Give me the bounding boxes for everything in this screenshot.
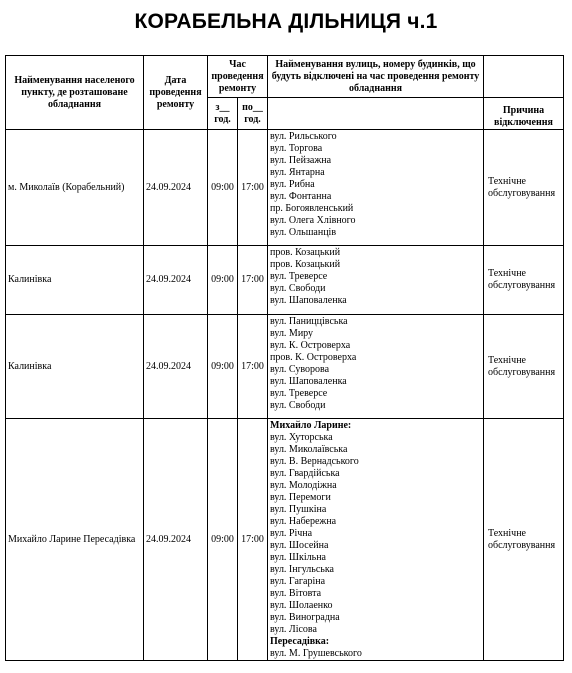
location-cell: Калинівка bbox=[6, 246, 144, 315]
street-item: вул. Лісова bbox=[270, 624, 317, 635]
street-item: вул. Гвардійська bbox=[270, 468, 340, 479]
location-cell: м. Миколаїв (Корабельний) bbox=[6, 130, 144, 246]
street-item: вул. Шаповаленка bbox=[270, 295, 347, 306]
table-row bbox=[6, 315, 564, 419]
outage-schedule-table bbox=[5, 55, 564, 661]
street-item: вул. Миколаївська bbox=[270, 444, 348, 455]
street-item: Михайло Ларине: bbox=[270, 420, 352, 431]
date-cell: 24.09.2024 bbox=[144, 130, 208, 246]
street-item: вул. Пушкіна bbox=[270, 504, 327, 515]
street-item: вул. К. Островерха bbox=[270, 340, 351, 351]
header-time: Час проведення ремонту bbox=[208, 56, 268, 98]
street-item: вул. В. Вернадського bbox=[270, 456, 359, 467]
table-row bbox=[6, 419, 564, 661]
time-from-cell: 09:00 bbox=[208, 246, 238, 315]
street-item: вул. Треверсе bbox=[270, 388, 328, 399]
street-item: вул. Шосейна bbox=[270, 540, 329, 551]
street-item: вул. Паниццівська bbox=[270, 316, 348, 327]
header-reason: Причина відключення bbox=[484, 98, 564, 130]
street-item: вул. Виноградна bbox=[270, 612, 340, 623]
street-item: вул. М. Грушевського bbox=[270, 648, 362, 659]
streets-cell bbox=[268, 246, 484, 315]
street-item: вул. Ольшанців bbox=[270, 227, 337, 238]
street-item: пров. К. Островерха bbox=[270, 352, 357, 363]
street-item: вул. Треверсе bbox=[270, 271, 328, 282]
time-to-cell: 17:00 bbox=[238, 419, 268, 661]
time-from-cell: 09:00 bbox=[208, 315, 238, 419]
page-title: КОРАБЕЛЬНА ДІЛЬНИЦЯ ч.1 bbox=[134, 10, 438, 33]
street-item: вул. Вітовта bbox=[270, 588, 322, 599]
street-item: вул. Янтарна bbox=[270, 167, 325, 178]
street-item: пров. Козацький bbox=[270, 247, 341, 258]
time-from-cell: 09:00 bbox=[208, 130, 238, 246]
street-item: пр. Богоявленський bbox=[270, 203, 354, 214]
reason-cell: Технічне обслуговування bbox=[484, 130, 564, 246]
street-item: вул. Шкільна bbox=[270, 552, 326, 563]
time-to-cell: 17:00 bbox=[238, 315, 268, 419]
street-item: Пересадівка: bbox=[270, 636, 330, 647]
street-item: вул. Молодіжна bbox=[270, 480, 337, 491]
street-item: вул. Інгульська bbox=[270, 564, 334, 575]
street-item: вул. Фонтанна bbox=[270, 191, 332, 202]
header-location: Найменування населеного пункту, де розташоване обладнання bbox=[6, 56, 144, 130]
street-item: вул. Свободи bbox=[270, 400, 326, 411]
header-from: з__ год. bbox=[208, 98, 238, 130]
time-to-cell: 17:00 bbox=[238, 130, 268, 246]
header-streets: Найменування вулиць, номеру будинків, що будуть відключені на час проведення ремонту обладнання bbox=[268, 56, 484, 98]
header-reason-top bbox=[484, 56, 564, 98]
date-cell: 24.09.2024 bbox=[144, 246, 208, 315]
reason-cell: Технічне обслуговування bbox=[484, 315, 564, 419]
street-item: вул. Рильського bbox=[270, 131, 337, 142]
street-item: вул. Пейзажна bbox=[270, 155, 332, 166]
street-item: вул. Річна bbox=[270, 528, 313, 539]
street-item: вул. Свободи bbox=[270, 283, 326, 294]
time-to-cell: 17:00 bbox=[238, 246, 268, 315]
reason-cell: Технічне обслуговування bbox=[484, 246, 564, 315]
location-cell: Калинівка bbox=[6, 315, 144, 419]
street-item: вул. Рибна bbox=[270, 179, 315, 190]
date-cell: 24.09.2024 bbox=[144, 315, 208, 419]
streets-cell bbox=[268, 315, 484, 419]
street-item: вул. Перемоги bbox=[270, 492, 331, 503]
street-item: вул. Миру bbox=[270, 328, 314, 339]
street-item: вул. Набережна bbox=[270, 516, 337, 527]
reason-cell: Технічне обслуговування bbox=[484, 419, 564, 661]
street-item: вул. Хуторська bbox=[270, 432, 333, 443]
header-streets-blank bbox=[268, 98, 484, 130]
street-item: вул. Олега Хлівного bbox=[270, 215, 356, 226]
street-item: вул. Суворова bbox=[270, 364, 330, 375]
street-item: вул. Шолаенко bbox=[270, 600, 333, 611]
table-row bbox=[6, 130, 564, 246]
table-body bbox=[6, 130, 564, 661]
street-item: вул. Торгова bbox=[270, 143, 323, 154]
street-item: вул. Шаповаленка bbox=[270, 376, 347, 387]
streets-cell bbox=[268, 419, 484, 661]
time-from-cell: 09:00 bbox=[208, 419, 238, 661]
table-row bbox=[6, 246, 564, 315]
street-item: вул. Гагаріна bbox=[270, 576, 326, 587]
streets-cell bbox=[268, 130, 484, 246]
street-item: пров. Козацький bbox=[270, 259, 341, 270]
header-date: Дата проведення ремонту bbox=[144, 56, 208, 130]
date-cell: 24.09.2024 bbox=[144, 419, 208, 661]
header-to: по__ год. bbox=[238, 98, 268, 130]
location-cell: Михайло Ларине Пересадівка bbox=[6, 419, 144, 661]
